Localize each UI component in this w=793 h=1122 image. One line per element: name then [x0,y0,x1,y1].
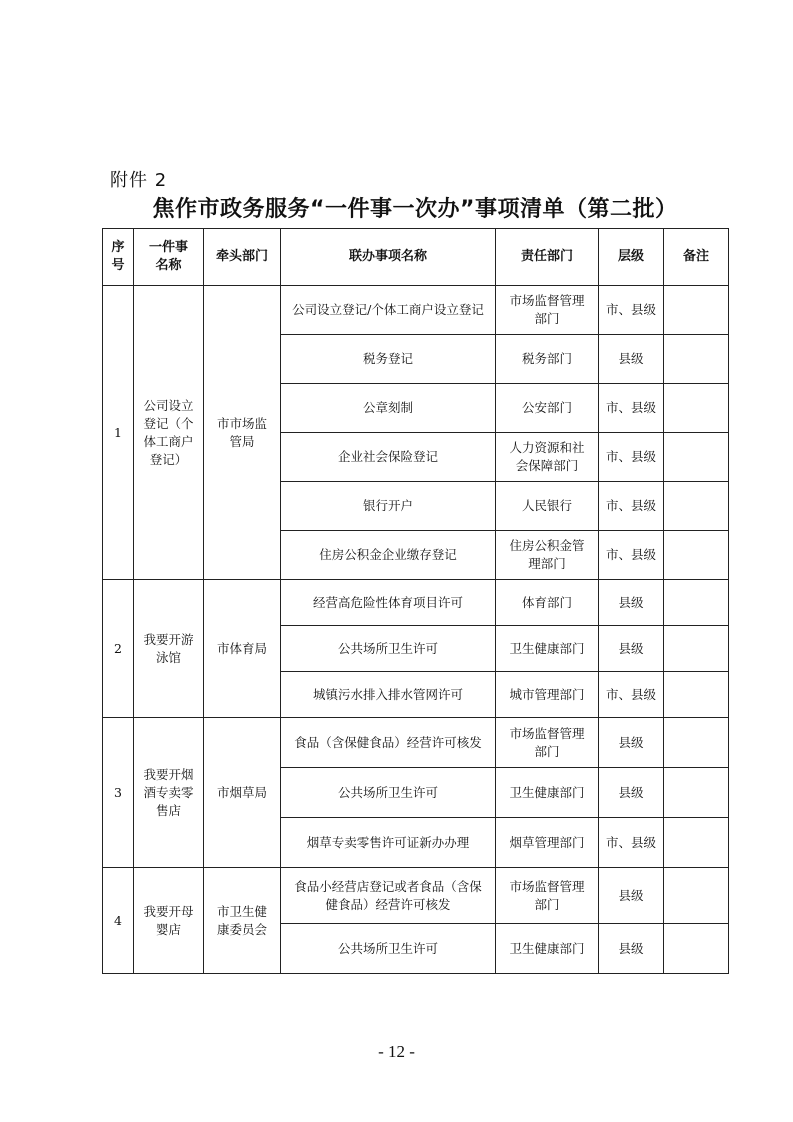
level-cell: 县级 [599,924,664,974]
level-cell: 市、县级 [599,672,664,718]
joint-item-cell: 公共场所卫生许可 [281,768,496,818]
table-row [103,718,729,768]
level-cell: 市、县级 [599,531,664,580]
note-cell [664,482,729,531]
joint-item-cell: 住房公积金企业缴存登记 [281,531,496,580]
resp-dept-cell: 卫生健康部门 [496,626,599,672]
note-cell [664,384,729,433]
level-cell: 市、县级 [599,818,664,868]
joint-item-cell: 烟草专卖零售许可证新办办理 [281,818,496,868]
note-cell [664,718,729,768]
resp-dept-cell: 卫生健康部门 [496,768,599,818]
resp-dept-cell: 卫生健康部门 [496,924,599,974]
joint-item-cell: 公司设立登记/个体工商户设立登记 [281,286,496,335]
table-body [103,286,729,974]
level-cell: 市、县级 [599,286,664,335]
resp-dept-cell: 体育部门 [496,580,599,626]
level-cell: 县级 [599,718,664,768]
header-lead: 牵头部门 [204,229,281,286]
items-table [102,228,729,974]
joint-item-cell: 银行开户 [281,482,496,531]
table-row [103,868,729,924]
level-cell: 县级 [599,868,664,924]
joint-item-cell: 经营高危险性体育项目许可 [281,580,496,626]
level-cell: 市、县级 [599,433,664,482]
joint-item-cell: 食品（含保健食品）经营许可核发 [281,718,496,768]
note-cell [664,818,729,868]
header-joint: 联办事项名称 [281,229,496,286]
level-cell: 县级 [599,580,664,626]
note-cell [664,580,729,626]
level-cell: 市、县级 [599,384,664,433]
header-note: 备注 [664,229,729,286]
note-cell [664,286,729,335]
note-cell [664,924,729,974]
resp-dept-cell: 烟草管理部门 [496,818,599,868]
item-name-cell: 我要开烟酒专卖零售店 [134,718,204,868]
seq-cell: 1 [103,286,134,580]
lead-dept-cell: 市体育局 [204,580,281,718]
header-item: 一件事名称 [134,229,204,286]
item-name-cell: 我要开母婴店 [134,868,204,974]
level-cell: 县级 [599,768,664,818]
resp-dept-cell: 市场监督管理部门 [496,286,599,335]
note-cell [664,672,729,718]
seq-cell: 4 [103,868,134,974]
resp-dept-cell: 市场监督管理部门 [496,868,599,924]
resp-dept-cell: 城市管理部门 [496,672,599,718]
resp-dept-cell: 住房公积金管理部门 [496,531,599,580]
lead-dept-cell: 市烟草局 [204,718,281,868]
lead-dept-cell: 市卫生健康委员会 [204,868,281,974]
page-number: - 12 - [378,1042,415,1061]
note-cell [664,531,729,580]
resp-dept-cell: 人力资源和社会保障部门 [496,433,599,482]
header-seq: 序号 [103,229,134,286]
level-cell: 县级 [599,626,664,672]
resp-dept-cell: 公安部门 [496,384,599,433]
note-cell [664,335,729,384]
header-level: 层级 [599,229,664,286]
table-row [103,286,729,335]
table-row [103,580,729,626]
header-row [103,229,729,286]
seq-cell: 2 [103,580,134,718]
joint-item-cell: 城镇污水排入排水管网许可 [281,672,496,718]
joint-item-cell: 企业社会保险登记 [281,433,496,482]
item-name-cell: 公司设立登记（个体工商户登记） [134,286,204,580]
note-cell [664,433,729,482]
seq-cell: 3 [103,718,134,868]
note-cell [664,868,729,924]
document-title: 焦作市政务服务“一件事一次办”事项清单（第二批） [152,197,678,222]
attachment-label: 附件 2 [110,170,168,191]
resp-dept-cell: 市场监督管理部门 [496,718,599,768]
note-cell [664,626,729,672]
joint-item-cell: 公共场所卫生许可 [281,924,496,974]
level-cell: 县级 [599,335,664,384]
joint-item-cell: 食品小经营店登记或者食品（含保健食品）经营许可核发 [281,868,496,924]
item-name-cell: 我要开游泳馆 [134,580,204,718]
joint-item-cell: 税务登记 [281,335,496,384]
note-cell [664,768,729,818]
resp-dept-cell: 人民银行 [496,482,599,531]
lead-dept-cell: 市市场监管局 [204,286,281,580]
joint-item-cell: 公共场所卫生许可 [281,626,496,672]
resp-dept-cell: 税务部门 [496,335,599,384]
level-cell: 市、县级 [599,482,664,531]
header-resp: 责任部门 [496,229,599,286]
joint-item-cell: 公章刻制 [281,384,496,433]
